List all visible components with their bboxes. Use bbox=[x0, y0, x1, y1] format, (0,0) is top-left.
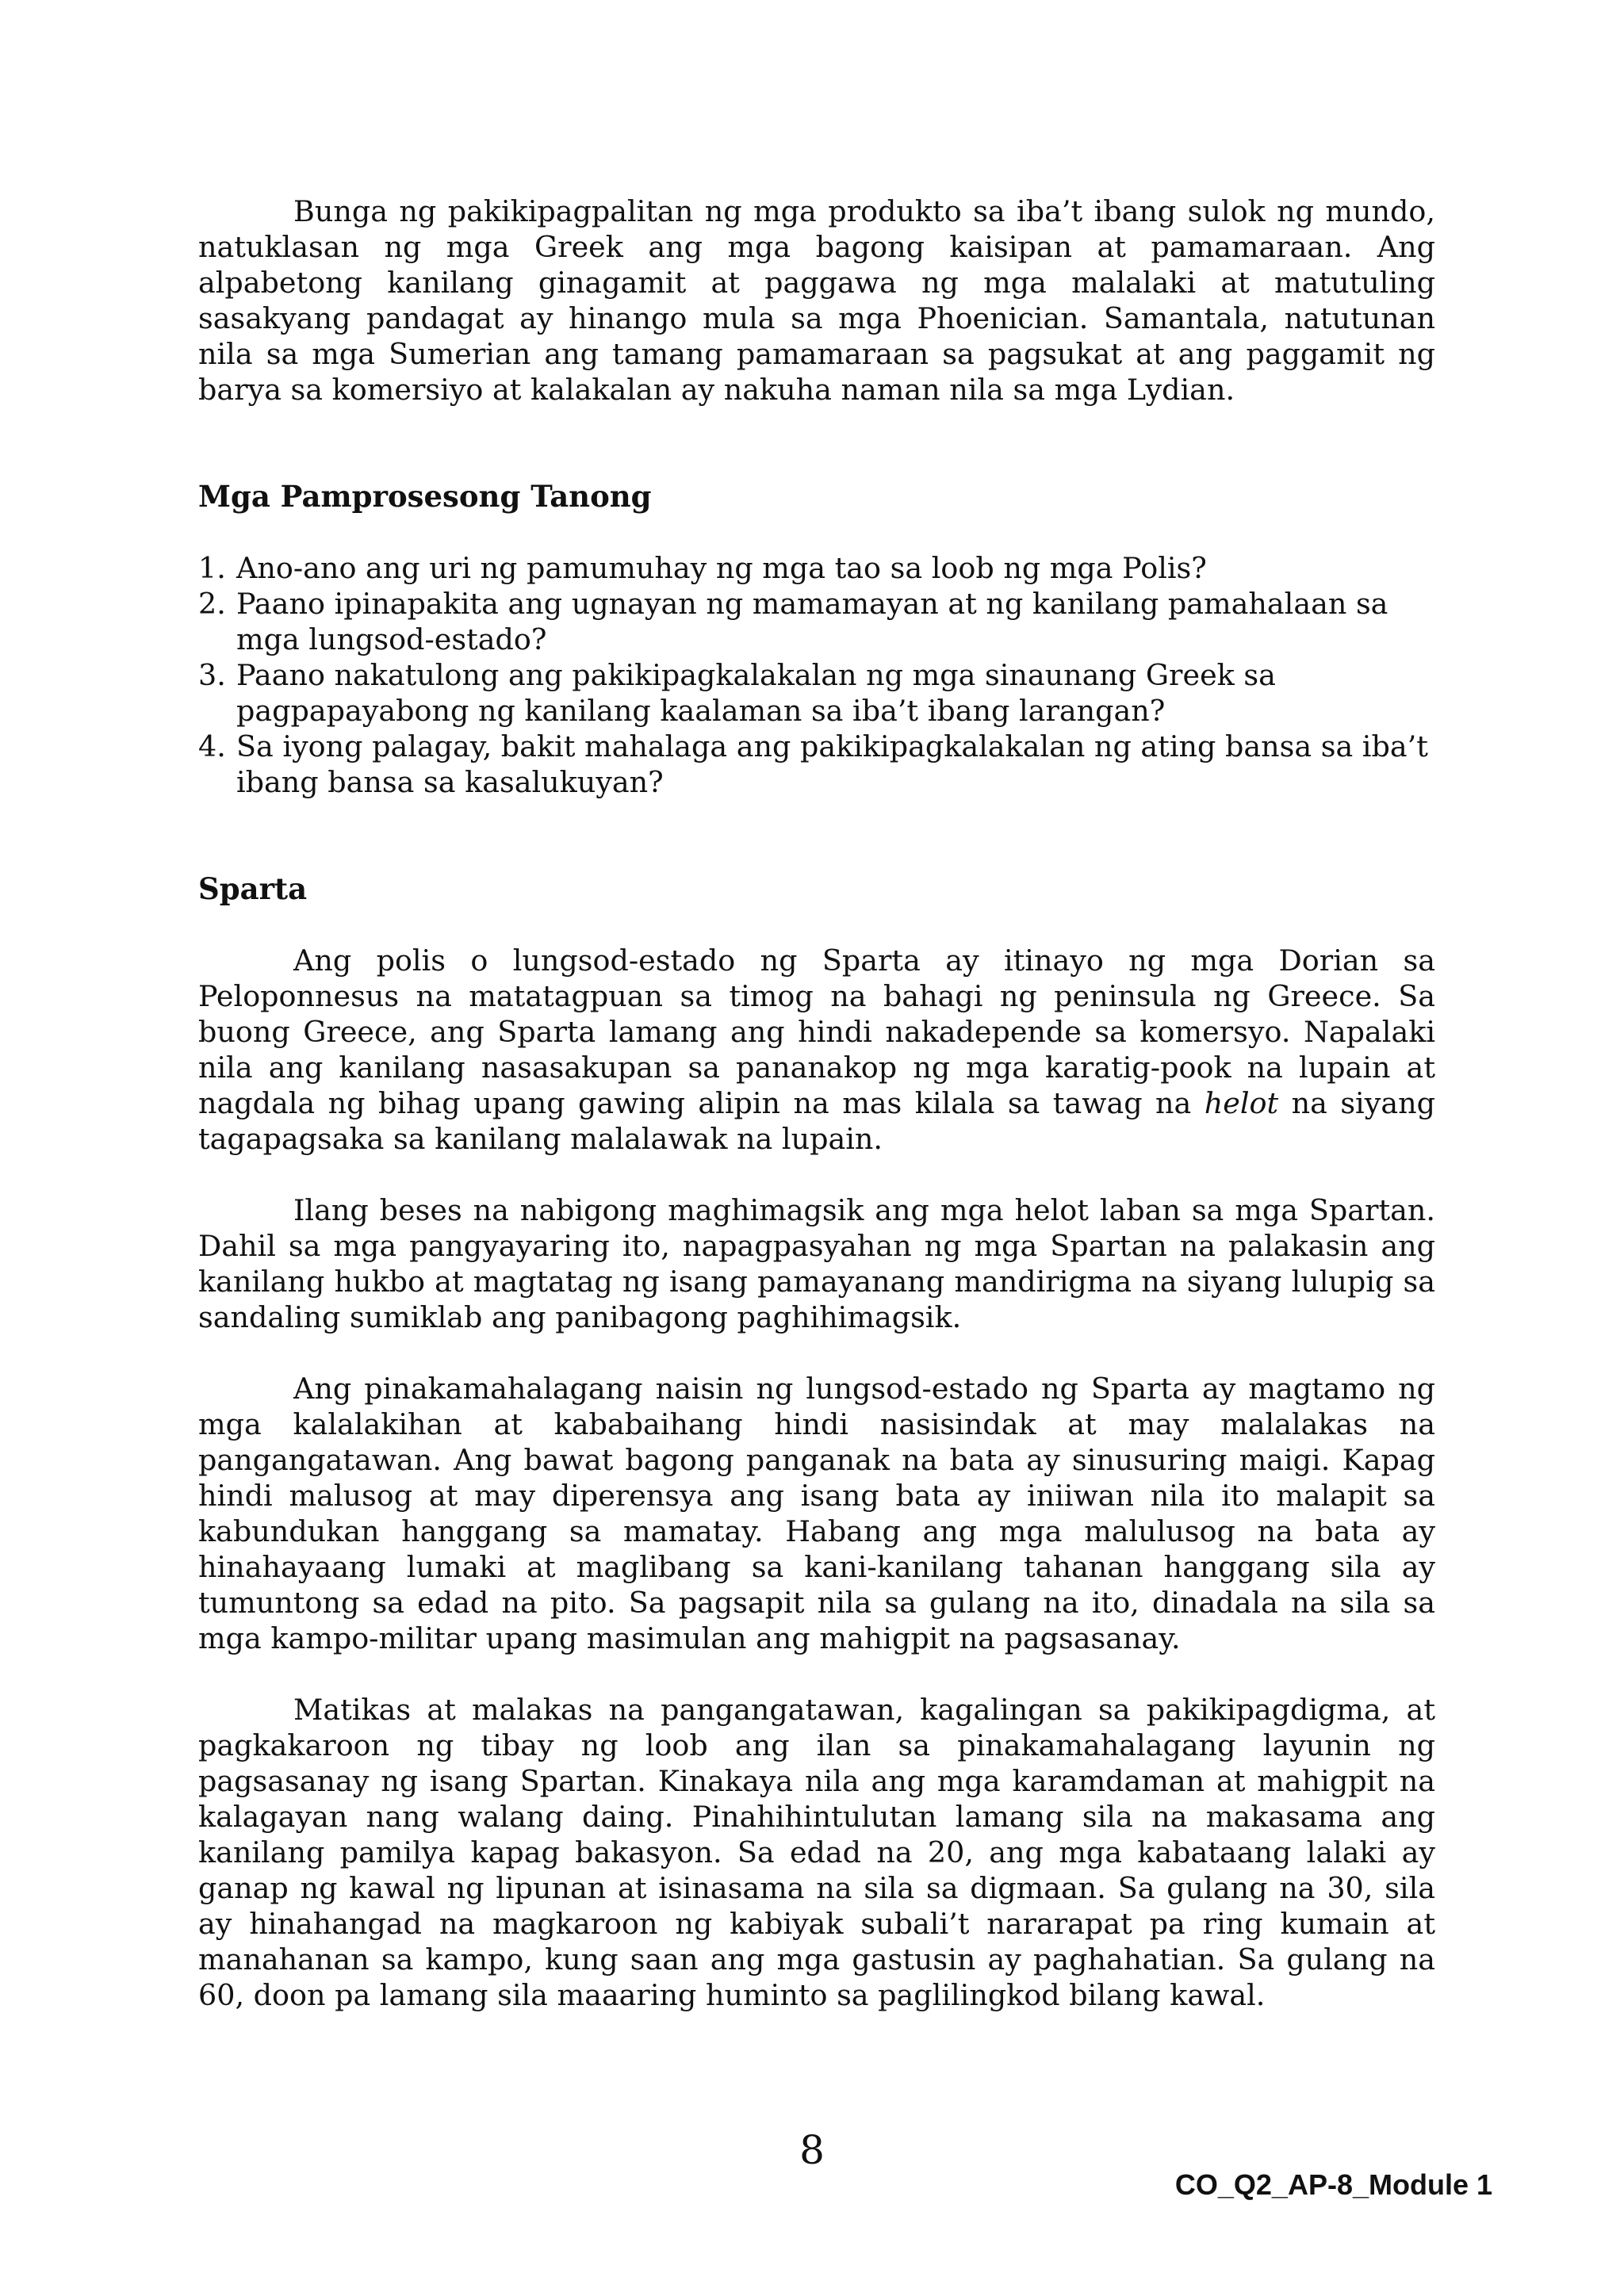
question-item bbox=[198, 586, 1435, 657]
question-text: Sa iyong palagay, bakit mahalaga ang pakikipagkalakalan ng ating bansa sa iba’t ibang bansa sa kasalukuyan? bbox=[236, 729, 1428, 799]
question-item bbox=[198, 550, 1435, 586]
question-text: Paano ipinapakita ang ugnayan ng mamamayan at ng kanilang pamahalaan sa mga lungsod-estado? bbox=[236, 587, 1388, 656]
spacer bbox=[198, 1157, 1435, 1192]
question-number: 3. bbox=[198, 658, 226, 692]
sparta-p1-text-before: Ang polis o lungsod-estado ng Sparta ay itinayo ng mga Dorian sa Peloponnesus na matatagpuan sa timog na bahagi ng peninsula ng Greece. Sa buong Greece, ang Sparta lamang ang hindi nakadepende sa komersyo. Napalaki nila ang kanilang nasasakupan sa pananakop ng mga karatig-pook na lupain at nagdala ng bihag upang gawing alipin na mas kilala sa tawag na bbox=[198, 943, 1435, 1120]
question-item bbox=[198, 657, 1435, 729]
sparta-paragraph-3: Ang pinakamahalagang naisin ng lungsod-estado ng Sparta ay magtamo ng mga kalalakihan at kababaihang hindi nasisindak at may malalakas na pangangatawan. Ang bawat bagong panganak na bata ay sinusuring maigi. Kapag hindi malusog at may diperensya ang isang bata ay iniiwan nila ito malapit sa kabundukan hanggang sa mamatay. Habang ang mga malulusog na bata ay hinahayaang lumaki at maglibang sa kani-kanilang tahanan hanggang sila ay tumuntong sa edad na pito. Sa pagsapit nila sa gulang na ito, dinadala na sila sa mga kampo-militar upang masimulan ang mahigpit na pagsasanay. bbox=[198, 1372, 1435, 1655]
sparta-heading: Sparta bbox=[198, 871, 308, 906]
sparta-paragraph-2: Ilang beses na nabigong maghimagsik ang mga helot laban sa mga Spartan. Dahil sa mga pangyayaring ito, napagpasyahan ng mga Spartan na palakasin ang kanilang hukbo at magtatag ng isang pamayanang mandirigma na siyang lulupig sa sandaling sumiklab ang panibagong paghihimagsik. bbox=[198, 1193, 1435, 1334]
spacer bbox=[198, 1656, 1435, 1692]
question-text: Ano-ano ang uri ng pamumuhay ng mga tao sa loob ng mga Polis? bbox=[236, 551, 1207, 585]
questions-list bbox=[198, 550, 1435, 800]
question-text: Paano nakatulong ang pakikipagkalakalan ng mga sinaunang Greek sa pagpapayabong ng kanilang kaalaman sa iba’t ibang larangan? bbox=[236, 658, 1276, 728]
sparta-paragraph-1 bbox=[198, 943, 1435, 1157]
spacer bbox=[198, 907, 1435, 943]
question-number: 4. bbox=[198, 729, 226, 763]
spacer bbox=[198, 408, 1435, 479]
module-code: CO_Q2_AP-8_Module 1 bbox=[1174, 2168, 1492, 2201]
page-content bbox=[198, 193, 1435, 2013]
page-number: 8 bbox=[799, 2127, 825, 2173]
question-number: 2. bbox=[198, 587, 226, 621]
question-item bbox=[198, 729, 1435, 800]
sparta-paragraph-4: Matikas at malakas na pangangatawan, kagalingan sa pakikipagdigma, at pagkakaroon ng tibay ng loob ang ilan sa pinakamahalagang layunin ng pagsasanay ng isang Spartan. Kinakaya nila ang mga karamdaman at mahigpit na kalagayan nang walang daing. Pinahihintulutan lamang sila na makasama ang kanilang pamilya kapag bakasyon. Sa edad na 20, ang mga kabataang lalaki ay ganap ng kawal ng lipunan at isinasama na sila sa digmaan. Sa gulang na 30, sila ay hinahangad na magkaroon ng kabiyak subali’t nararapat pa ring kumain at manahanan sa kampo, kung saan ang mga gastusin ay paghahatian. Sa gulang na 60, doon pa lamang sila maaaring huminto sa paglilingkod bilang kawal. bbox=[198, 1693, 1435, 2012]
helot-term: helot bbox=[1204, 1086, 1279, 1120]
questions-heading: Mga Pamprosesong Tanong bbox=[198, 479, 652, 514]
intro-paragraph: Bunga ng pakikipagpalitan ng mga produkto sa iba’t ibang sulok ng mundo, natuklasan ng mga Greek ang mga bagong kaisipan at pamamaraan. Ang alpabetong kanilang ginagamit at paggawa ng mga malalaki at matutuling sasakyang pandagat ay hinango mula sa mga Phoenician. Samantala, natutunan nila sa mga Sumerian ang tamang pamamaraan sa pagsukat at ang paggamit ng barya sa komersiyo at kalakalan ay nakuha naman nila sa mga Lydian. bbox=[198, 194, 1435, 407]
question-number: 1. bbox=[198, 551, 226, 585]
spacer bbox=[198, 515, 1435, 550]
sparta-p1-text-after: na siyang tagapagsaka sa kanilang malalawak na lupain. bbox=[198, 1086, 1435, 1156]
spacer bbox=[198, 800, 1435, 871]
spacer bbox=[198, 1335, 1435, 1371]
